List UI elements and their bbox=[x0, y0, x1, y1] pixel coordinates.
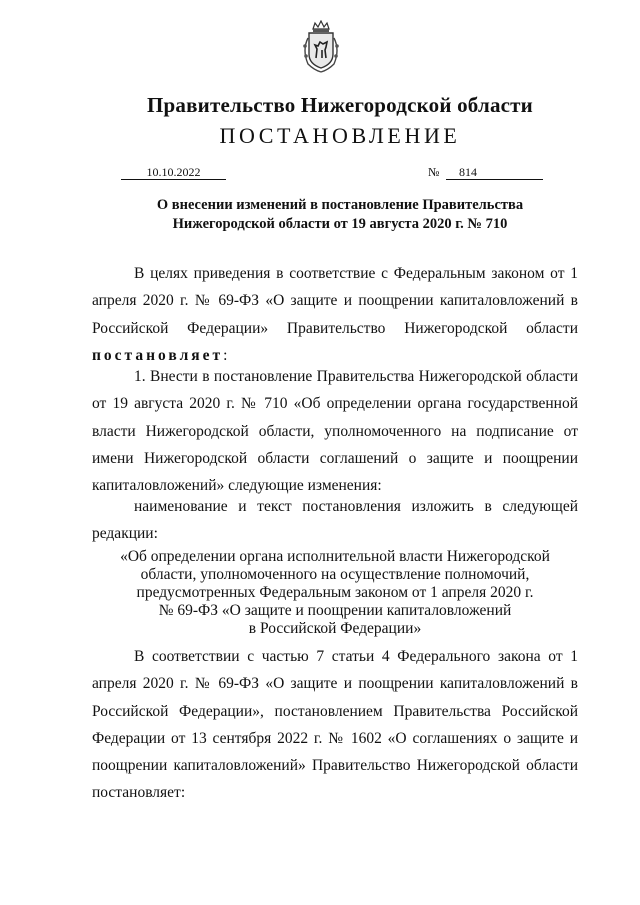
government-name: Правительство Нижегородской области bbox=[147, 93, 533, 117]
quote-line: № 69-ФЗ «О защите и поощрении капиталовложений bbox=[158, 602, 512, 619]
quote-line: «Об определении органа исполнительной власти Нижегородской bbox=[120, 548, 550, 565]
document-title bbox=[120, 196, 560, 234]
preamble-end: : bbox=[223, 346, 228, 364]
document-number bbox=[428, 165, 543, 180]
coat-of-arms-icon bbox=[300, 20, 342, 74]
item-1-paragraph: 1. Внести в постановление Правительства Нижегородской области от 19 августа 2020 г. № 710 «Об определении органа государственной власти Нижегородской области, уполномоченного на подписание от имени Нижегородской области соглашений о защите и поощрении капиталовложений» следующие изменения: bbox=[92, 368, 578, 495]
preamble-paragraph bbox=[92, 260, 578, 369]
new-title-quote bbox=[110, 548, 560, 638]
quote-line: в Российской Федерации» bbox=[248, 620, 422, 637]
preamble-text: В целях приведения в соответствие с Федеральным законом от 1 апреля 2020 г. № 69-ФЗ «О защите и поощрении капиталовложений в Российской Федерации» Правительство Нижегородской области bbox=[92, 265, 578, 337]
resolves-word: постановляет bbox=[92, 346, 224, 364]
title-line-2: Нижегородской области от 19 августа 2020 г. № 710 bbox=[172, 216, 508, 232]
amendment-paragraph: наименование и текст постановления изложить в следующей редакции: bbox=[92, 498, 578, 543]
title-line-1: О внесении изменений в постановление Правительства bbox=[156, 197, 524, 213]
quote-line: области, уполномоченного на осуществление полномочий, bbox=[140, 566, 530, 583]
new-preamble-paragraph: В соответствии с частью 7 статьи 4 Федерального закона от 1 апреля 2020 г. № 69-ФЗ «О защите и поощрении капиталовложений в Российской Федерации», постановлением Правительства Российской Федерации от 13 сентября 2022 г. № 1602 «О соглашениях о защите и поощрении капиталовложений» Правительство Нижегородской области постановляет: bbox=[92, 648, 578, 802]
number-label: № bbox=[428, 165, 440, 179]
quote-line: предусмотренных Федеральным законом от 1 апреля 2020 г. bbox=[136, 584, 534, 601]
document-type: ПОСТАНОВЛЕНИЕ bbox=[219, 123, 461, 148]
document-date: 10.10.2022 bbox=[121, 165, 226, 180]
number-value: 814 bbox=[459, 165, 477, 179]
